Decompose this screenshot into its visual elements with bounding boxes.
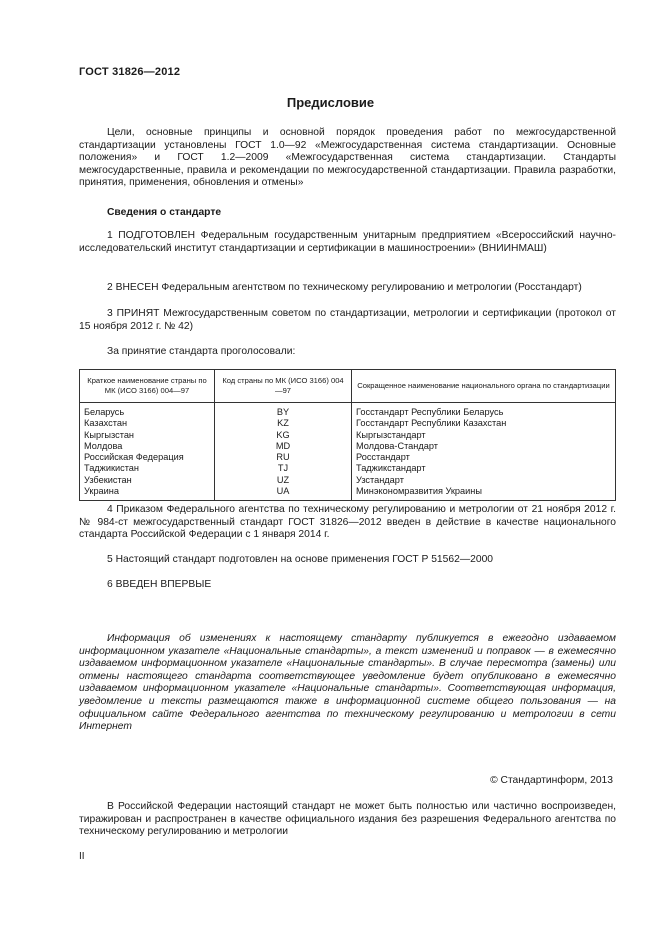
voting-table [79,369,616,501]
table-header-code: Код страны по МК (ИСО 3166) 004—97 [215,370,352,403]
table-cell-country: Российская Федерация [80,452,215,463]
item-1-prepared: 1 ПОДГОТОВЛЕН Федеральным государственным унитарным предприятием «Всероссийский научно-исследовательский институт стандартизации и сертификации в машиностроении» (ВНИИНМАШ) [79,230,616,254]
table-cell-body: Таджикстандарт [352,463,616,474]
info-heading: Сведения о стандарте [107,207,222,218]
table-cell-code: BY [215,403,352,419]
table-cell-country: Таджикистан [80,463,215,474]
table-cell-country: Кыргызстан [80,430,215,441]
item-6-first-introduced: 6 ВВЕДЕН ВПЕРВЫЕ [107,579,212,590]
item-3-adopted: 3 ПРИНЯТ Межгосударственным советом по стандартизации, метрологии и сертификации (протокол от 15 ноября 2012 г. № 42) [79,308,616,332]
table-row [80,441,616,452]
table-row [80,418,616,429]
table-cell-code: UZ [215,475,352,486]
legal-notice: В Российской Федерации настоящий стандарт не может быть полностью или частично воспроизведен, тиражирован и распространен в качестве официального издания без разрешения Федерального агентства по техническому регулированию и метрологии [79,801,616,838]
table-row [80,452,616,463]
item-2-introduced: 2 ВНЕСЕН Федеральным агентством по техническому регулированию и метрологии (Росстандарт) [107,282,582,293]
table-cell-body: Росстандарт [352,452,616,463]
table-cell-code: UA [215,486,352,501]
table-header-body: Сокращенное наименование национального органа по стандартизации [352,370,616,403]
table-cell-code: MD [215,441,352,452]
table-cell-code: TJ [215,463,352,474]
table-cell-country: Узбекистан [80,475,215,486]
table-cell-country: Казахстан [80,418,215,429]
table-row [80,463,616,474]
table-cell-body: Узстандарт [352,475,616,486]
copyright: © Стандартинформ, 2013 [490,775,613,786]
page-number: II [79,851,85,862]
table-cell-code: RU [215,452,352,463]
table-cell-body: Госстандарт Республики Казахстан [352,418,616,429]
table-cell-body: Минэкономразвития Украины [352,486,616,501]
table-header-row [80,370,616,403]
changes-notice: Информация об изменениях к настоящему стандарту публикуется в ежегодно издаваемом информационном указателе «Национальные стандарты», а текст изменений и поправок — в ежемесячно издаваемом информационном указателе «Национальные стандарты». В случае пересмотра (замены) или отмены настоящего стандарта соответствующее уведомление будет опубликовано в ежемесячно издаваемом информационном указателе «Национальные стандарты». Соответствующая информация, уведомление и тексты размещаются также в информационной системе общего пользования — на официальном сайте Федерального агентства по техническому регулированию и метрологии в сети Интернет [79,633,616,733]
page-title: Предисловие [286,95,375,110]
intro-paragraph: Цели, основные принципы и основной порядок проведения работ по межгосударственной стандартизации установлены ГОСТ 1.0—92 «Межгосударственная система стандартизации. Основные положения» и ГОСТ 1.2—2009 «Межгосударственная система стандартизации. Стандарты межгосударственные, правила и рекомендации по межгосударственной стандартизации. Правила разработки, принятия, применения, обновления и отмены» [79,127,616,189]
table-row [80,486,616,501]
item-5-basis: 5 Настоящий стандарт подготовлен на основе применения ГОСТ Р 51562—2000 [107,554,494,565]
table-cell-country: Беларусь [80,403,215,419]
table-row [80,475,616,486]
table-cell-code: KG [215,430,352,441]
document-code: ГОСТ 31826—2012 [79,66,181,78]
table-cell-body: Кыргызстандарт [352,430,616,441]
table-cell-body: Молдова-Стандарт [352,441,616,452]
table-cell-code: KZ [215,418,352,429]
table-cell-country: Украина [80,486,215,501]
table-row [80,430,616,441]
table-row [80,403,616,419]
vote-intro: За принятие стандарта проголосовали: [107,346,296,357]
table-cell-body: Госстандарт Республики Беларусь [352,403,616,419]
table-cell-country: Молдова [80,441,215,452]
table-header-country: Краткое наименование страны по МК (ИСО 3166) 004—97 [80,370,215,403]
item-4-order: 4 Приказом Федерального агентства по техническому регулированию и метрологии от 21 ноября 2012 г. № 984-ст межгосударственный стандарт ГОСТ 31826—2012 введен в действие в качестве национального стандарта Российской Федерации с 1 января 2014 г. [79,504,616,541]
